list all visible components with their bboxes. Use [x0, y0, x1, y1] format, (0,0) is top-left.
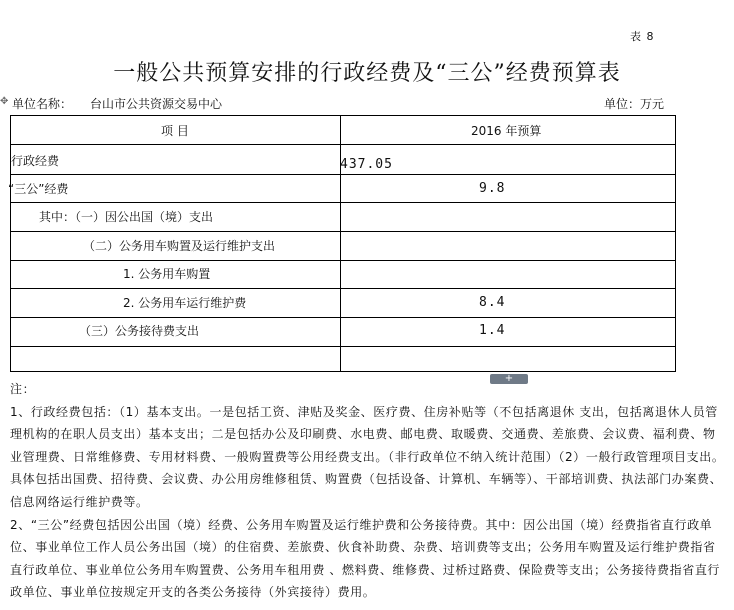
row-value-admin-expense[interactable]: 437.05 — [340, 157, 393, 172]
row-divider — [11, 202, 675, 203]
header-item: 项 目 — [161, 124, 189, 138]
row-label-reception: （三）公务接待费支出 — [79, 324, 200, 338]
row-divider — [11, 317, 675, 318]
notes-heading: 注： — [10, 382, 36, 396]
header-budget: 2016 年预算 — [471, 124, 542, 138]
row-divider — [11, 346, 675, 347]
plus-icon: + — [504, 373, 514, 384]
row-label-three-public: “三公”经费 — [8, 182, 69, 196]
row-divider — [11, 144, 675, 145]
budget-table — [10, 115, 676, 372]
row-divider — [11, 231, 675, 232]
row-divider — [11, 288, 675, 289]
row-label-vehicle-purchase: 1. 公务用车购置 — [123, 267, 211, 281]
page-title: 一般公共预算安排的行政经费及“三公”经费预算表 — [113, 61, 621, 86]
row-label-vehicle: （二）公务用车购置及运行维护支出 — [83, 239, 276, 253]
column-divider — [340, 116, 341, 371]
row-value-three-public[interactable]: 9.8 — [479, 181, 506, 196]
table-number: 表 8 — [630, 30, 655, 43]
unit-label: 单位名称： — [12, 97, 73, 111]
row-divider — [11, 260, 675, 261]
note-three-public: 2、“三公”经费包括因公出国（境）经费、公务用车购置及运行维护费和公务接待费。其中：因公出国（境）经费指省直行政单位、事业单位工作人员公务出国（境）的住宿费、差旅费、伙食补助费、杂费、培训费等支出；公务用车购置及运行维护费指省直行政单位、事业单位公务用车购置费、公务用车租用费 、燃料费、维修费、过桥过路费、保险费等支出；公务接待费指省直行政单位、事业单位按规定开支的各类公务接待（外宾接待）费用。 — [10, 517, 721, 600]
money-unit: 单位：万元 — [604, 97, 665, 111]
row-label-vehicle-maintenance: 2. 公务用车运行维护费 — [123, 296, 247, 310]
row-label-admin-expense: 行政经费 — [11, 154, 60, 168]
unit-name: 台山市公共资源交易中心 — [90, 97, 223, 111]
row-divider — [11, 174, 675, 175]
note-admin-expense: 1、行政经费包括：（1）基本支出。一是包括工资、津贴及奖金、医疗费、住房补贴等（不包括离退休 支出，包括离退休人员管理机构的在职人员支出）基本支出；二是包括办公及印刷费、水电费、邮电费、取暖费、交通费、差旅费、会议费、福利费、物业管理费、日常维修费、专用材料费、一般购置费等公用经费支出。（非行政单位不纳入统计范围）（2）一般行政管理项目支出。具体包括出国费、招待费、会议费、办公用房维修租赁、购置费（包括设备、计算机、车辆等）、干部培训费、执法部门办案费、信息网络运行维护费等。 — [10, 404, 725, 509]
move-handle-icon[interactable]: ✥ — [0, 96, 9, 107]
notes-section — [10, 378, 726, 604]
row-label-overseas: 其中：（一）因公出国（境）支出 — [39, 210, 214, 224]
row-value-reception[interactable]: 1.4 — [479, 323, 506, 338]
row-value-vehicle-maintenance[interactable]: 8.4 — [479, 295, 506, 310]
